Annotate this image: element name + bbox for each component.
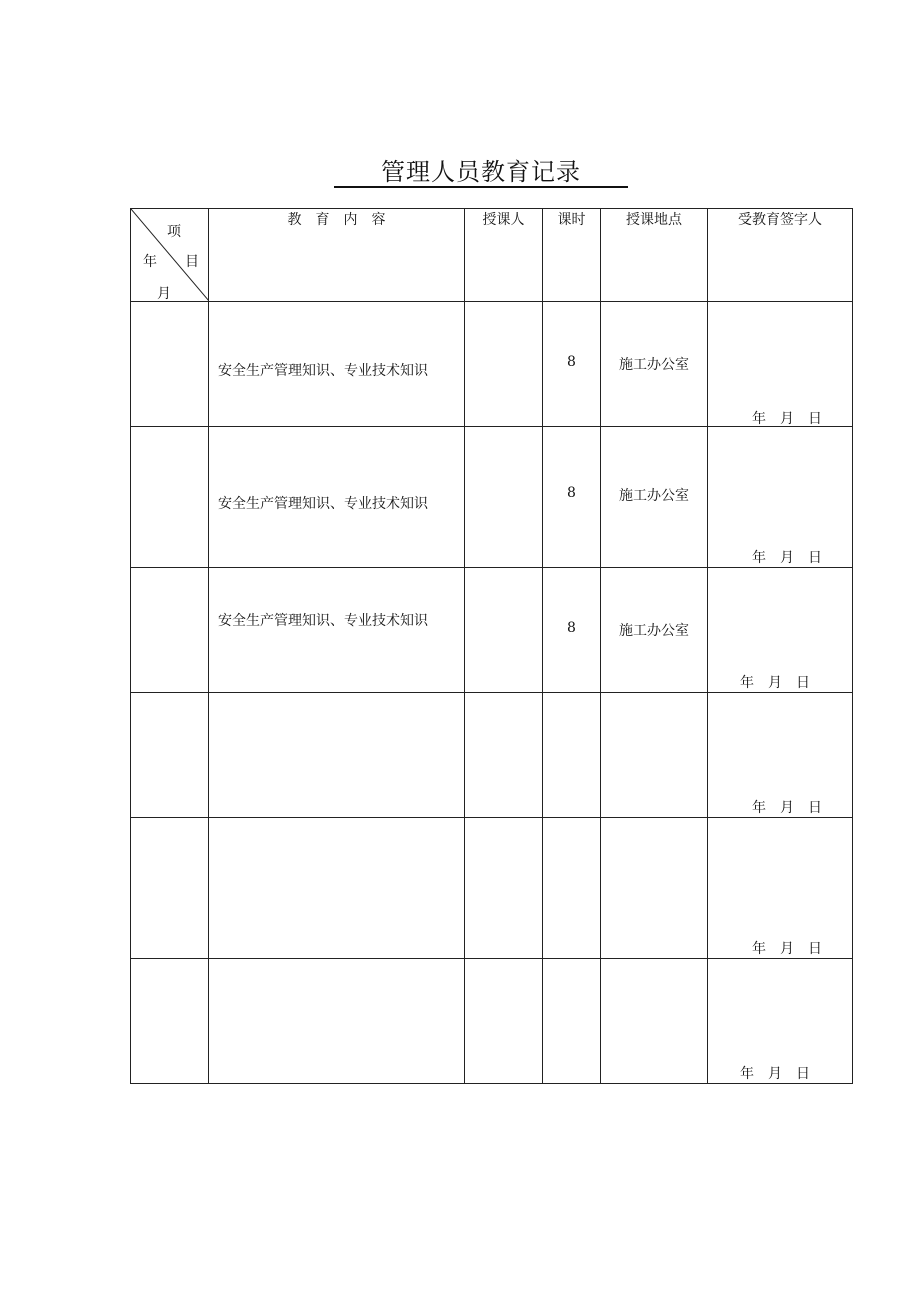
header-mu-label: 目 <box>185 254 199 270</box>
title-underline <box>334 186 628 188</box>
header-lecturer: 授课人 <box>465 209 543 302</box>
header-location: 授课地点 <box>601 209 708 302</box>
header-content: 教 育 内 容 <box>209 209 465 302</box>
content-cell[interactable] <box>209 568 465 693</box>
signature-date: 年 月 日 <box>740 675 810 691</box>
location-cell[interactable] <box>601 302 708 427</box>
hours-text: 8 <box>567 485 576 501</box>
header-item-label: 项 <box>167 224 181 240</box>
content-cell[interactable] <box>209 959 465 1084</box>
date-cell[interactable] <box>131 693 209 818</box>
signature-date: 年 月 日 <box>752 800 822 816</box>
lecturer-cell[interactable] <box>465 693 543 818</box>
header-hours: 课时 <box>543 209 601 302</box>
hours-cell[interactable] <box>543 818 601 959</box>
education-record-table <box>130 208 853 1084</box>
signature-date: 年 月 日 <box>740 1066 810 1082</box>
content-cell[interactable] <box>209 693 465 818</box>
signature-date: 年 月 日 <box>752 411 822 427</box>
header-signature: 受教育签字人 <box>708 209 853 302</box>
table-row <box>131 302 853 427</box>
table-row <box>131 818 853 959</box>
lecturer-cell[interactable] <box>465 427 543 568</box>
location-cell[interactable] <box>601 959 708 1084</box>
table-row <box>131 568 853 693</box>
date-cell[interactable] <box>131 568 209 693</box>
lecturer-cell[interactable] <box>465 959 543 1084</box>
location-cell[interactable] <box>601 427 708 568</box>
content-cell[interactable] <box>209 818 465 959</box>
date-cell[interactable] <box>131 302 209 427</box>
table-row <box>131 959 853 1084</box>
diagonal-header-cell <box>131 209 209 302</box>
hours-text: 8 <box>567 620 576 636</box>
hours-text: 8 <box>567 354 576 370</box>
date-cell[interactable] <box>131 427 209 568</box>
table-row <box>131 693 853 818</box>
hours-cell[interactable] <box>543 427 601 568</box>
table-row <box>131 427 853 568</box>
header-month-label: 月 <box>157 286 171 302</box>
location-text: 施工办公室 <box>619 357 689 373</box>
signature-cell[interactable] <box>708 959 853 1084</box>
lecturer-cell[interactable] <box>465 302 543 427</box>
content-text: 安全生产管理知识、专业技术知识 <box>218 496 428 512</box>
signature-date: 年 月 日 <box>752 941 822 957</box>
lecturer-cell[interactable] <box>465 818 543 959</box>
page-title: 管理人员教育记录 <box>381 158 581 186</box>
content-text: 安全生产管理知识、专业技术知识 <box>218 363 428 379</box>
signature-date: 年 月 日 <box>752 550 822 566</box>
date-cell[interactable] <box>131 818 209 959</box>
lecturer-cell[interactable] <box>465 568 543 693</box>
location-cell[interactable] <box>601 568 708 693</box>
signature-cell[interactable] <box>708 568 853 693</box>
signature-cell[interactable] <box>708 427 853 568</box>
content-text: 安全生产管理知识、专业技术知识 <box>218 613 428 629</box>
location-text: 施工办公室 <box>619 488 689 504</box>
hours-cell[interactable] <box>543 693 601 818</box>
signature-cell[interactable] <box>708 693 853 818</box>
header-row <box>131 209 853 302</box>
signature-cell[interactable] <box>708 302 853 427</box>
location-text: 施工办公室 <box>619 623 689 639</box>
hours-cell[interactable] <box>543 302 601 427</box>
date-cell[interactable] <box>131 959 209 1084</box>
hours-cell[interactable] <box>543 568 601 693</box>
location-cell[interactable] <box>601 693 708 818</box>
location-cell[interactable] <box>601 818 708 959</box>
signature-cell[interactable] <box>708 818 853 959</box>
header-year-label: 年 <box>143 254 157 270</box>
hours-cell[interactable] <box>543 959 601 1084</box>
content-cell[interactable] <box>209 302 465 427</box>
content-cell[interactable] <box>209 427 465 568</box>
